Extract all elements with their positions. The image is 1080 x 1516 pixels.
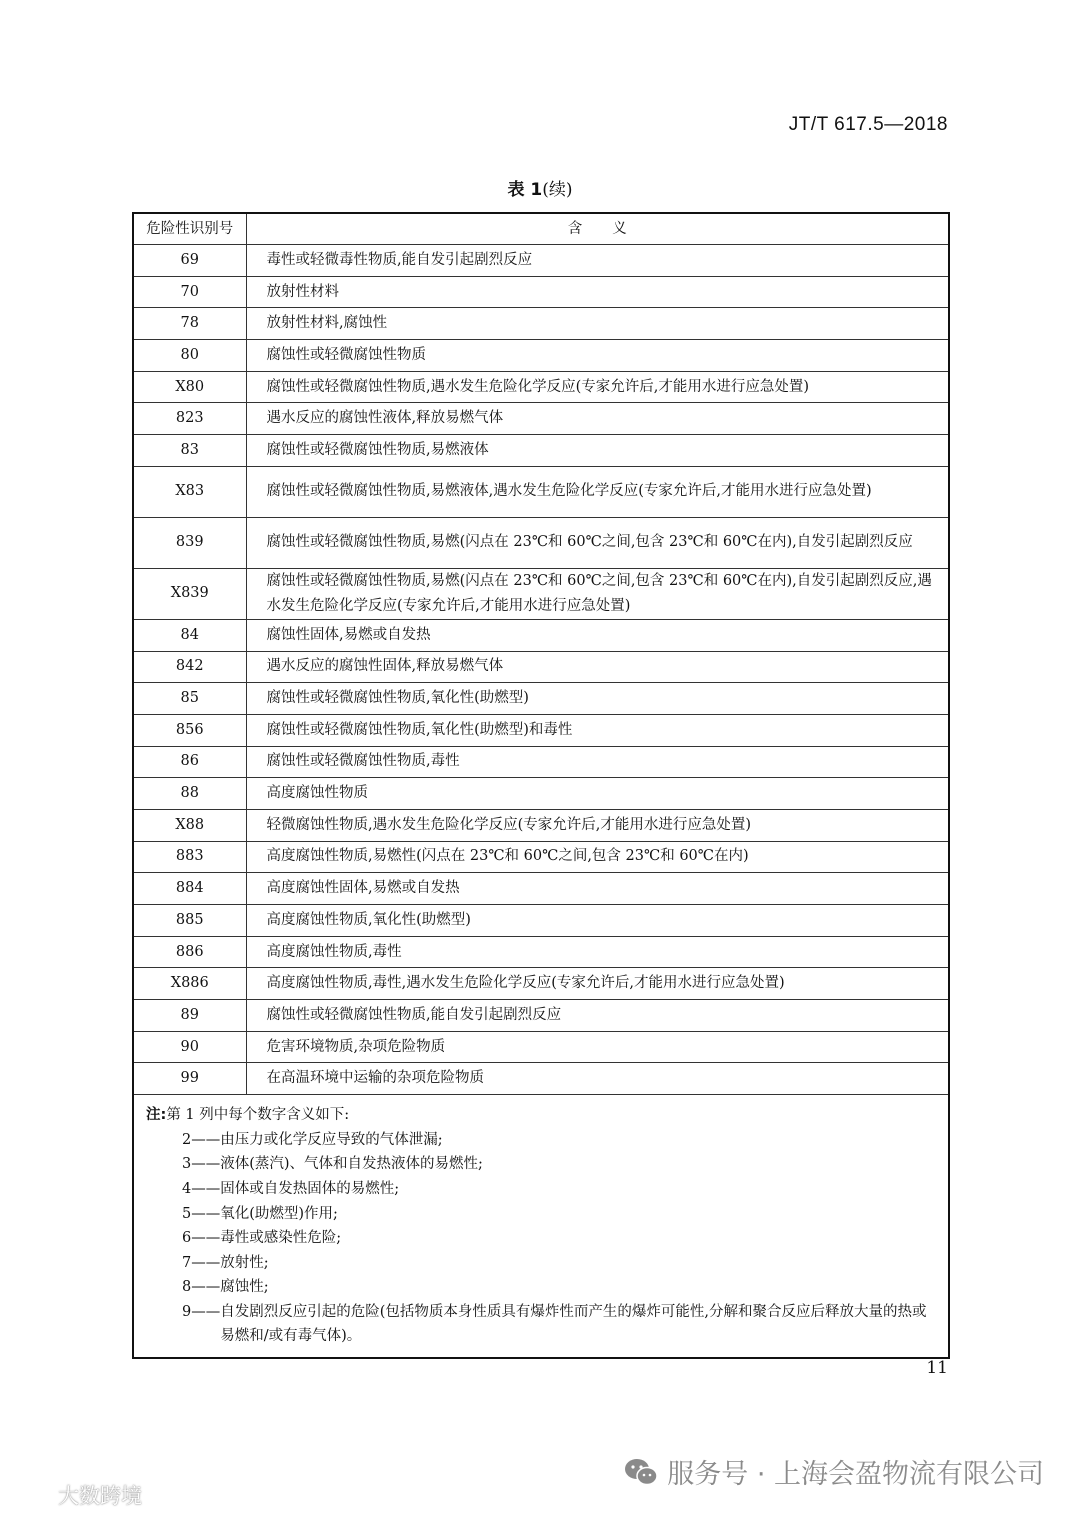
- table-note-row: [133, 1095, 949, 1358]
- hazard-code: 99: [133, 1063, 246, 1095]
- table-row: [133, 714, 949, 746]
- table-header-row: [133, 213, 949, 245]
- hazard-meaning: 腐蚀性或轻微腐蚀性物质,氧化性(助燃型)和毒性: [246, 714, 949, 746]
- note-item: [146, 1152, 948, 1177]
- note-item: [146, 1177, 948, 1202]
- wechat-icon: [623, 1457, 659, 1487]
- hazard-code: 80: [133, 340, 246, 372]
- hazard-meaning: 放射性材料: [246, 276, 949, 308]
- table-row: [133, 778, 949, 810]
- hazard-code: X886: [133, 968, 246, 1000]
- hazard-code: X88: [133, 809, 246, 841]
- hazard-meaning: 遇水反应的腐蚀性液体,释放易燃气体: [246, 403, 949, 435]
- table-row: [133, 1063, 949, 1095]
- source-watermark: [8, 1480, 142, 1510]
- note-intro: 第 1 列中每个数字含义如下:: [166, 1107, 350, 1124]
- table-row: [133, 517, 949, 568]
- note-item-number: 6——: [182, 1230, 221, 1247]
- hazard-code: X83: [133, 466, 246, 517]
- note-item-text: 毒性或感染性危险;: [220, 1230, 342, 1247]
- note-label: 注:: [146, 1107, 167, 1124]
- note-item-text: 放射性;: [220, 1254, 269, 1271]
- table-row: [133, 873, 949, 905]
- standard-code: JT/T 617.5—2018: [788, 114, 948, 135]
- note-item-text: 由压力或化学反应导致的气体泄漏;: [220, 1131, 443, 1148]
- hazard-code: 856: [133, 714, 246, 746]
- table-note: [133, 1095, 949, 1358]
- hazard-meaning: 轻微腐蚀性物质,遇水发生危险化学反应(专家允许后,才能用水进行应急处置): [246, 809, 949, 841]
- table-row: [133, 466, 949, 517]
- hazard-meaning: 高度腐蚀性物质,毒性,遇水发生危险化学反应(专家允许后,才能用水进行应急处置): [246, 968, 949, 1000]
- hazard-code: 69: [133, 245, 246, 277]
- table-title: [0, 175, 1080, 200]
- note-item: [146, 1202, 948, 1227]
- hazard-meaning: 高度腐蚀性物质: [246, 778, 949, 810]
- table-row: [133, 1031, 949, 1063]
- hazard-code: 886: [133, 936, 246, 968]
- note-item-number: 5——: [182, 1205, 221, 1222]
- table-row: [133, 403, 949, 435]
- note-item-number: 4——: [182, 1180, 221, 1197]
- table-row: [133, 619, 949, 651]
- hazard-code: 83: [133, 435, 246, 467]
- hazard-meaning: 腐蚀性或轻微腐蚀性物质: [246, 340, 949, 372]
- hazard-code: 89: [133, 1000, 246, 1032]
- watermark-right-text: 服务号 · 上海会盈物流有限公司: [667, 1459, 1044, 1490]
- table-row: [133, 968, 949, 1000]
- note-intro-line: [146, 1103, 948, 1128]
- table-title-continued: (续): [542, 180, 573, 200]
- hazard-meaning: 腐蚀性或轻微腐蚀性物质,能自发引起剧烈反应: [246, 1000, 949, 1032]
- table-row: [133, 340, 949, 372]
- hazard-meaning: 腐蚀性或轻微腐蚀性物质,毒性: [246, 746, 949, 778]
- hazard-meaning: 腐蚀性固体,易燃或自发热: [246, 619, 949, 651]
- note-item-text: 固体或自发热固体的易燃性;: [220, 1180, 400, 1197]
- note-item: [146, 1300, 948, 1349]
- note-item: [146, 1226, 948, 1251]
- hazard-meaning: 危害环境物质,杂项危险物质: [246, 1031, 949, 1063]
- hazard-meaning: 在高温环境中运输的杂项危险物质: [246, 1063, 949, 1095]
- note-item-number: 2——: [182, 1131, 221, 1148]
- hazard-meaning: 腐蚀性或轻微腐蚀性物质,易燃液体,遇水发生危险化学反应(专家允许后,才能用水进行应急处置): [246, 466, 949, 517]
- table-row: [133, 651, 949, 683]
- table-row: [133, 371, 949, 403]
- table-row: [133, 746, 949, 778]
- note-item-number: 9——: [182, 1303, 221, 1320]
- hazard-meaning: 腐蚀性或轻微腐蚀性物质,易燃(闪点在 23℃和 60℃之间,包含 23℃和 60℃在内),自发引起剧烈反应: [246, 517, 949, 568]
- table-row: [133, 1000, 949, 1032]
- note-item: [146, 1275, 948, 1300]
- table-row: [133, 435, 949, 467]
- hazard-code: 884: [133, 873, 246, 905]
- hazard-code: 86: [133, 746, 246, 778]
- hazard-code: 88: [133, 778, 246, 810]
- hazard-meaning: 腐蚀性或轻微腐蚀性物质,氧化性(助燃型): [246, 683, 949, 715]
- table-row: [133, 245, 949, 277]
- hazard-code: 842: [133, 651, 246, 683]
- note-item: [146, 1251, 948, 1276]
- column-header-meaning: 含义: [246, 213, 949, 245]
- hazard-meaning: 高度腐蚀性物质,易燃性(闪点在 23℃和 60℃之间,包含 23℃和 60℃在内): [246, 841, 949, 873]
- table-row: [133, 905, 949, 937]
- hazard-code: 823: [133, 403, 246, 435]
- note-item-text: 腐蚀性;: [220, 1279, 269, 1296]
- hazard-code: 883: [133, 841, 246, 873]
- hazard-meaning: 腐蚀性或轻微腐蚀性物质,易燃(闪点在 23℃和 60℃之间,包含 23℃和 60℃在内),自发引起剧烈反应,遇水发生危险化学反应(专家允许后,才能用水进行应急处置): [246, 568, 949, 619]
- hazard-meaning: 放射性材料,腐蚀性: [246, 308, 949, 340]
- hazard-meaning: 腐蚀性或轻微腐蚀性物质,遇水发生危险化学反应(专家允许后,才能用水进行应急处置): [246, 371, 949, 403]
- hazard-meaning: 遇水反应的腐蚀性固体,释放易燃气体: [246, 651, 949, 683]
- wechat-account-watermark: [623, 1452, 1044, 1491]
- camera-icon: [8, 1482, 54, 1508]
- hazard-meaning: 腐蚀性或轻微腐蚀性物质,易燃液体: [246, 435, 949, 467]
- hazard-meaning: 毒性或轻微毒性物质,能自发引起剧烈反应: [246, 245, 949, 277]
- hazard-code: X80: [133, 371, 246, 403]
- hazard-code: 78: [133, 308, 246, 340]
- table-row: [133, 936, 949, 968]
- hazard-id-table: [132, 212, 950, 1359]
- hazard-meaning: 高度腐蚀性物质,毒性: [246, 936, 949, 968]
- hazard-meaning: 高度腐蚀性固体,易燃或自发热: [246, 873, 949, 905]
- table-row: [133, 568, 949, 619]
- note-item-number: 3——: [182, 1156, 221, 1173]
- note-item-text: 氧化(助燃型)作用;: [220, 1205, 338, 1222]
- column-header-code: 危险性识别号: [133, 213, 246, 245]
- hazard-code: 70: [133, 276, 246, 308]
- hazard-meaning: 高度腐蚀性物质,氧化性(助燃型): [246, 905, 949, 937]
- table-row: [133, 809, 949, 841]
- hazard-code: 90: [133, 1031, 246, 1063]
- page-number: 11: [926, 1358, 948, 1378]
- table-row: [133, 276, 949, 308]
- hazard-code: X839: [133, 568, 246, 619]
- hazard-code: 839: [133, 517, 246, 568]
- note-item-text: 自发剧烈反应引起的危险(包括物质本身性质具有爆炸性而产生的爆炸可能性,分解和聚合反应后释放大量的热或易燃和/或有毒气体)。: [220, 1303, 927, 1345]
- watermark-left-text: 大数跨境: [58, 1484, 142, 1508]
- note-item: [146, 1128, 948, 1153]
- note-item-number: 8——: [182, 1279, 221, 1296]
- table-row: [133, 308, 949, 340]
- table-row: [133, 683, 949, 715]
- table-row: [133, 841, 949, 873]
- hazard-code: 885: [133, 905, 246, 937]
- note-item-text: 液体(蒸汽)、气体和自发热液体的易燃性;: [220, 1156, 483, 1173]
- hazard-code: 84: [133, 619, 246, 651]
- hazard-code: 85: [133, 683, 246, 715]
- note-item-number: 7——: [182, 1254, 221, 1271]
- table-title-number: 表 1: [507, 180, 543, 200]
